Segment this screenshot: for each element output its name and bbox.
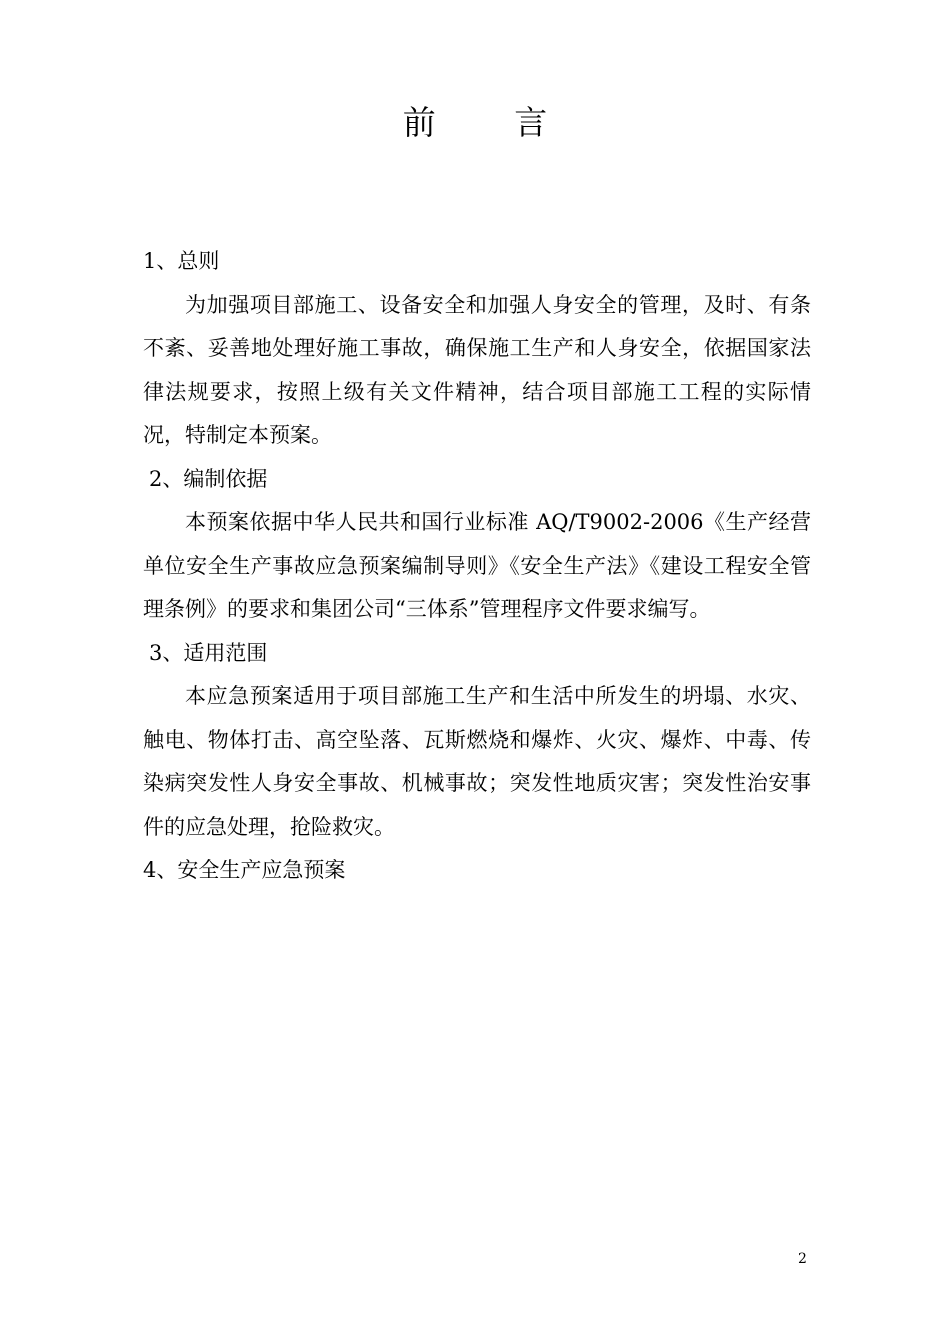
document-body <box>143 240 811 893</box>
section-paragraph-general: 为加强项目部施工、设备安全和加强人身安全的管理，及时、有条不紊、妥善地处理好施工事故，确保施工生产和人身安全，依据国家法律法规要求，按照上级有关文件精神，结合项目部施工工程的实际情况，特制定本预案。 <box>143 292 811 447</box>
section-heading-emergency-plan: 4、安全生产应急预案 <box>143 858 346 882</box>
section-heading-scope: 3、适用范围 <box>149 640 268 665</box>
section-paragraph-scope: 本应急预案适用于项目部施工生产和生活中所发生的坍塌、水灾、触电、物体打击、高空坠落、瓦斯燃烧和爆炸、火灾、爆炸、中毒、传染病突发性人身安全事故、机械事故；突发性地质灾害；突发性治安事件的应急处理，抢险救灾。 <box>143 684 811 839</box>
section-heading-basis: 2、编制依据 <box>149 466 268 491</box>
page-number: 2 <box>798 1251 807 1267</box>
section-heading-general: 1、总则 <box>143 249 220 273</box>
page-title: 前 言 <box>402 103 582 142</box>
section-paragraph-basis: 本预案依据中华人民共和国行业标准 AQ/T9002-2006《生产经营单位安全生产事故应急预案编制导则》《安全生产法》《建设工程安全管理条例》的要求和集团公司“三体系”管理程序文件要求编写。 <box>143 510 811 621</box>
